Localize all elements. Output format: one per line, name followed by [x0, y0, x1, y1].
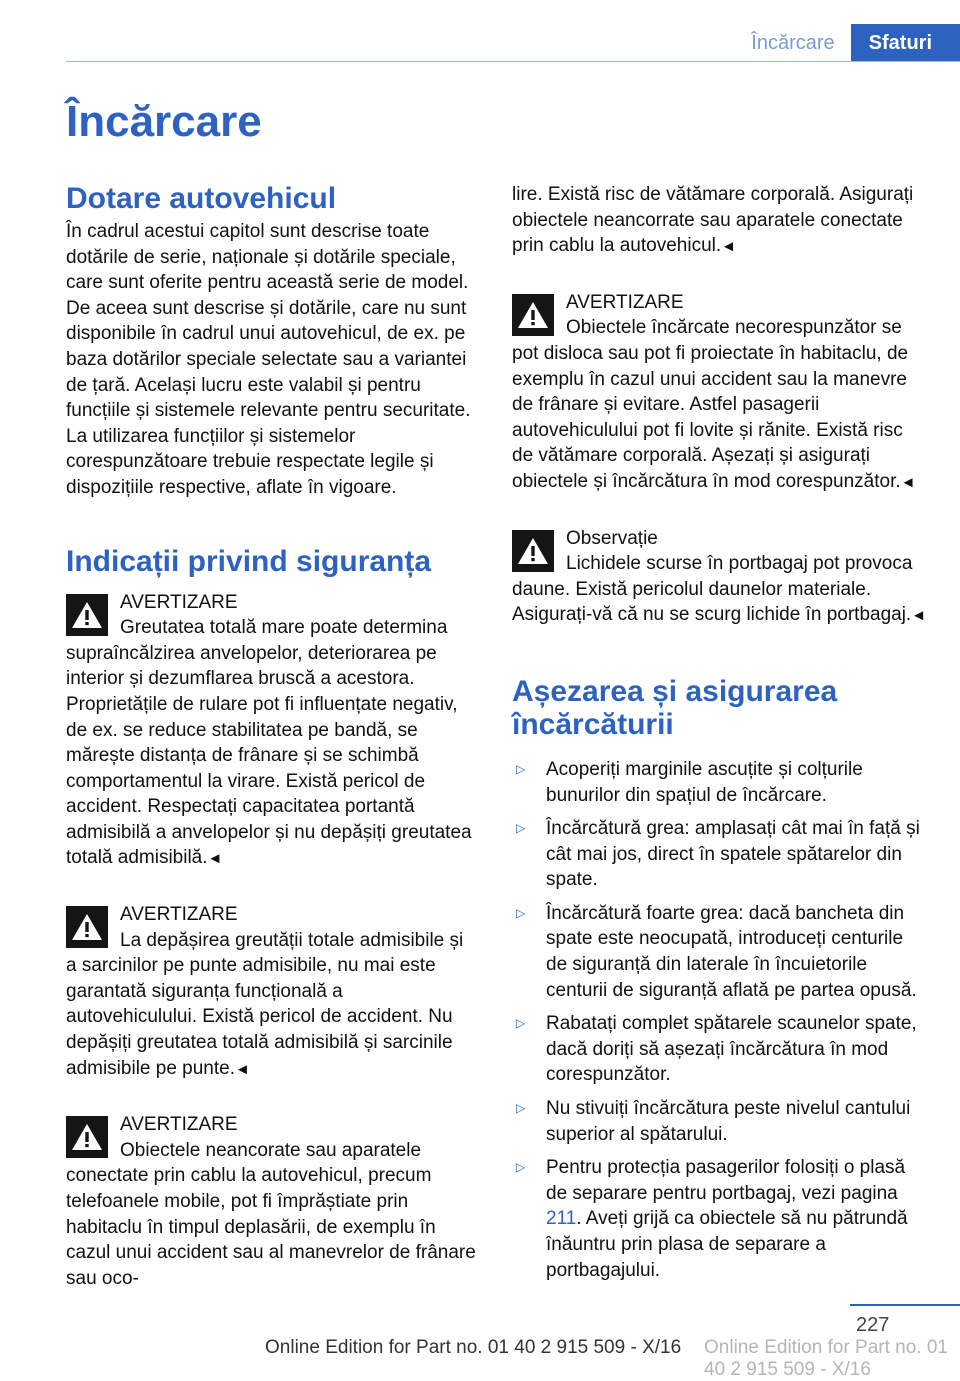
header-active-tab[interactable]: Sfaturi	[851, 24, 960, 62]
end-mark: ◄	[207, 850, 223, 868]
note-heading: Observație	[566, 527, 658, 549]
warning-heading: AVERTIZARE	[120, 591, 238, 613]
warning-icon	[66, 906, 108, 948]
list-item: ▷ Acoperiți marginile ascuțite și colțurile bunurilor din spațiul de încărcare.	[516, 758, 863, 806]
note-block	[512, 526, 928, 629]
warning-icon	[66, 594, 108, 636]
page-title: Încărcare	[66, 97, 262, 146]
edition-text: Online Edition for Part no. 01 40 2 915 509 - X/16	[265, 1337, 682, 1358]
page-header	[735, 24, 960, 62]
list-item: ▷ Rabatați complet spătarele scaunelor spate, dacă doriți să așezați încărcătura în mod corespunzător.	[516, 1013, 917, 1086]
equipment-text: În cadrul acestui capitol sunt descrise toate dotările de serie, naționale și dotările speciale, care sunt oferite pentru această serie de model. De aceea sunt descrise și dotările, care nu sunt disponibile în cadrul unui autovehicul, de ex. pe baza dotărilor speciale selectate sau a variantei de țară. Același lucru este valabil și pentru funcțiile și sistemele relevante pentru securitate. La utilizarea funcțiilor și sistemelor corespunzătoare trebuie respectate legile și dispozițiile respective, aflate în vigoare.	[66, 221, 471, 498]
note-text: Lichidele scurse în portbagaj pot provoca daune. Există pericolul daunelor materiale. Asigurați-vă că nu se scurg lichide în portbagaj.	[512, 553, 913, 626]
list-item: ▷ Nu stivuiți încărcătura peste nivelul cantului superior al spătarului.	[516, 1098, 911, 1145]
footer-rule	[850, 1304, 960, 1306]
warning-text: Greutatea totală mare poate determina supraîncălzirea anvelopelor, deteriorarea pe interior și dezumflarea bruscă a acestora. Proprietățile de rulare pot fi influențate negativ, de ex. se reduce stabilitatea pe bandă, se mărește distanța de frânare și se schimbă comportamentul la virare. Există pericol de accident. Respectați capacitatea portantă admisibilă a anvelopelor și nu depășiți greutatea totală admisibilă.	[66, 617, 472, 869]
warning-block	[66, 1112, 478, 1291]
warning-text: La depășirea greutății totale admisibile și a sarcinilor pe punte admisibile, nu mai este garantată siguranța funcțională a autovehiculului. Există pericol de accident. Nu depășiți greutatea totală admisibilă și sarcinile admisibile pe punte.	[66, 929, 464, 1079]
header-rule	[66, 61, 960, 62]
end-mark: ◄	[721, 238, 736, 256]
right-column	[512, 182, 928, 1291]
warning-icon	[66, 1116, 108, 1158]
warning-icon	[512, 294, 554, 336]
warning-block	[66, 902, 478, 1082]
left-column	[66, 182, 478, 1291]
list-item: ▷ Încărcătură grea: amplasați cât mai în față și cât mai jos, direct în spatele spătarelor din spate.	[516, 818, 920, 891]
end-mark: ◄	[900, 473, 916, 491]
bullet-triangle-icon: ▷	[516, 1101, 526, 1116]
warning-heading: AVERTIZARE	[120, 1114, 238, 1136]
bullet-triangle-icon: ▷	[516, 821, 526, 836]
watermark-text: Online Edition for Part no. 01 40 2 915 509 - X/16	[704, 1337, 948, 1380]
bullet-triangle-icon: ▷	[516, 1160, 526, 1175]
section-title-equipment: Dotare autovehicul	[66, 182, 337, 215]
warning-icon	[512, 530, 554, 572]
page-link[interactable]: 211	[546, 1208, 577, 1230]
list-item: ▷ Pentru protecția pasagerilor folosiți o plasă de separare pentru portbagaj, vezi pagina 211. Aveți grijă ca obiectele să nu pătrundă înăuntru prin plasa de separare a portbagajului.	[516, 1157, 908, 1281]
bullet-triangle-icon: ▷	[516, 761, 526, 776]
bullet-triangle-icon: ▷	[516, 905, 526, 920]
cargo-list	[512, 757, 928, 1283]
end-mark: ◄	[911, 607, 927, 625]
list-item: ▷ Încărcătură foarte grea: dacă bancheta din spate este neocupată, introduceți centurile de siguranță din laterale în încuietorile centurii de siguranță aflată pe partea opusă.	[516, 902, 917, 1001]
warning-block	[66, 590, 478, 873]
section-title-safety: Indicații privind siguranța	[66, 544, 432, 578]
section-title-cargo: Așezarea și asigurarea încărcăturii	[512, 674, 838, 741]
warning-heading: AVERTIZARE	[566, 291, 684, 313]
warning-text: Obiectele încărcate necorespunzător se pot disloca sau pot fi proiectate în habitaclu, de exemplu în cazul unui accident sau la manevre de frânare și evitare. Astfel pasagerii autovehiculului pot fi lovite și rănite. Există risc de vătămare corporală. Așezați și asigurați obiectele și încărcătura în mod corespunzător.	[512, 317, 909, 492]
warning-text: Obiectele neancorate sau aparatele conectate prin cablu la autovehicul, precum telefoanele mobile, pot fi împrăștiate prin habitaclu în timpul deplasării, de exemplu în cazul unui accident sau al manevrelor de frânare sau oco-	[66, 1139, 476, 1289]
bullet-triangle-icon: ▷	[516, 1016, 526, 1031]
page-number: 227	[856, 1314, 890, 1336]
warning-heading: AVERTIZARE	[120, 904, 238, 926]
header-section-label: Încărcare	[751, 31, 835, 54]
warning-block	[512, 290, 928, 496]
end-mark: ◄	[235, 1060, 250, 1078]
warning-text-continued: lire. Există risc de vătămare corporală. Asigurați obiectele neancorrate sau aparatele conectate prin cablu la autovehicul.	[512, 184, 914, 257]
